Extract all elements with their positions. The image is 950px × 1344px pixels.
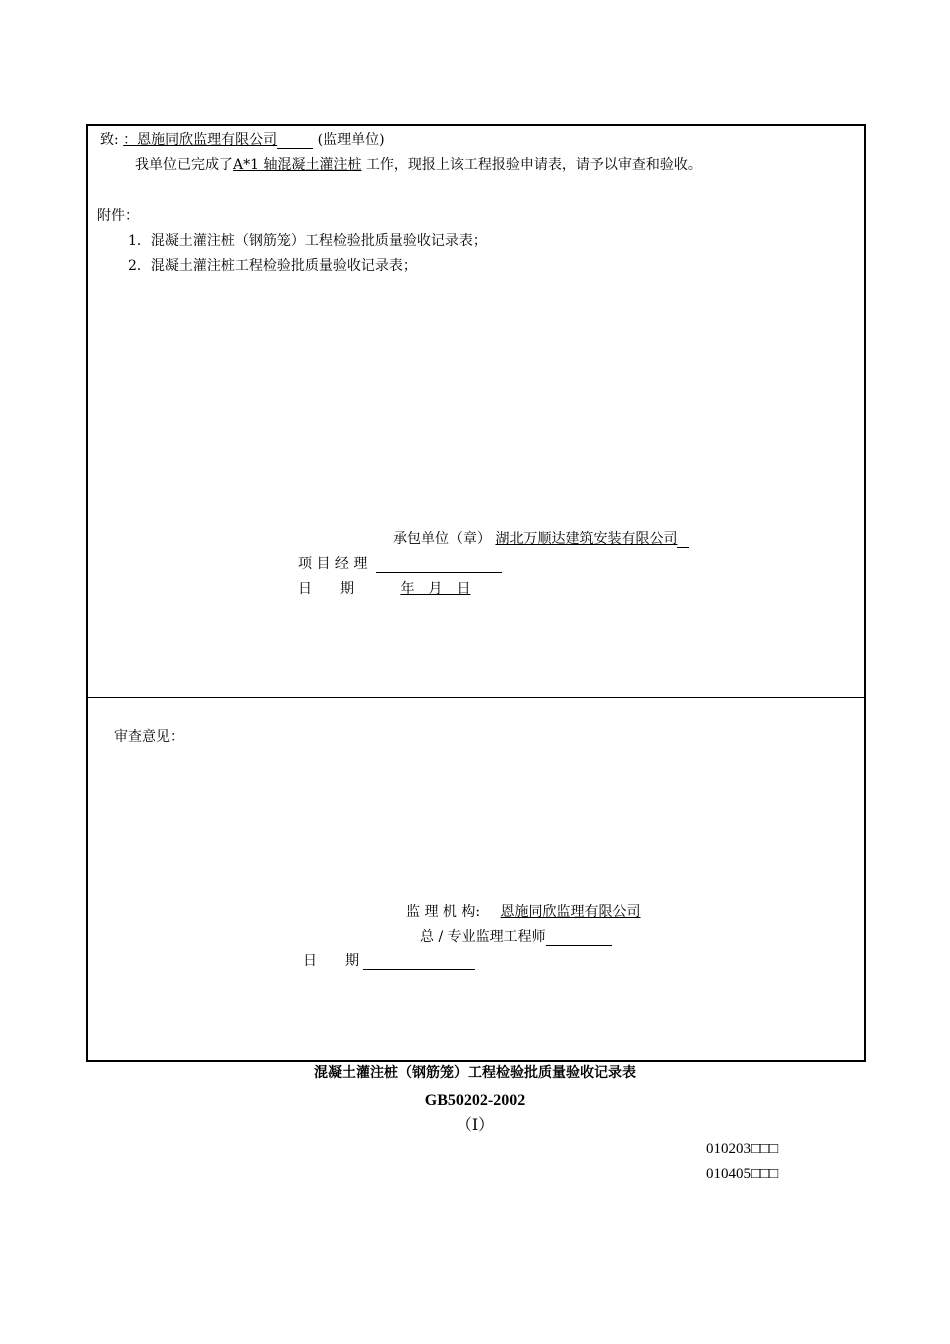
- request-statement: [135, 156, 702, 174]
- date-field[interactable]: 年 月 日: [400, 581, 471, 597]
- review-opinion-label: 审查意见：: [114, 729, 184, 745]
- supervisor-org-name: 恩施同欣监理有限公司: [500, 904, 641, 920]
- record-code-1: 010203□□□: [706, 1141, 779, 1157]
- statement-suffix: 工作，现报上该工程报验申请表，请予以审查和验收。: [365, 157, 702, 173]
- contractor-name: 湖北万顺达建筑安装有限公司: [495, 531, 678, 547]
- contractor-line: [393, 530, 689, 548]
- section-number: （Ⅰ）: [455, 1115, 495, 1134]
- standard-code: GB50202-2002: [424, 1092, 526, 1109]
- date2-line: [303, 952, 475, 970]
- supervisor-line: [406, 903, 657, 921]
- supervisor-label: 监 理 机 构:: [406, 904, 481, 920]
- blank-line: [677, 533, 689, 548]
- section-divider: [88, 697, 864, 698]
- project-manager-label: 项 目 经 理: [298, 556, 368, 572]
- engineer-label: 总 / 专业监理工程师: [420, 929, 546, 945]
- inspection-request-form: [86, 124, 866, 1062]
- attachment-item-2: 2．混凝土灌注桩工程检验批质量验收记录表；: [128, 258, 417, 274]
- attachment-item-1: 1．混凝土灌注桩（钢筋笼）工程检验批质量验收记录表；: [128, 233, 487, 249]
- engineer-signature-field[interactable]: [546, 931, 612, 946]
- addressee-line: [100, 131, 385, 149]
- date2-label: 日 期: [303, 953, 359, 969]
- blank-line: [277, 134, 313, 149]
- supervisor-recipient: ：恩施同欣监理有限公司: [123, 132, 278, 148]
- attachments-label: 附件：: [97, 208, 139, 224]
- project-manager-signature-field[interactable]: [376, 558, 502, 573]
- record-table-title: 混凝土灌注桩（钢筋笼）工程检验批质量验收记录表: [314, 1065, 636, 1081]
- to-suffix: (监理单位): [317, 132, 385, 148]
- to-prefix: 致:: [100, 132, 119, 148]
- statement-prefix: 我单位已完成了: [135, 157, 233, 173]
- date-label: 日 期: [298, 581, 354, 597]
- engineer-line: [420, 928, 612, 946]
- contractor-label: 承包单位（章）: [393, 531, 491, 547]
- completed-item: A*1 轴混凝土灌注桩: [233, 157, 362, 173]
- date-line: [298, 580, 486, 598]
- date2-field[interactable]: [363, 955, 475, 970]
- project-manager-line: [298, 555, 502, 573]
- record-code-2: 010405□□□: [706, 1166, 779, 1182]
